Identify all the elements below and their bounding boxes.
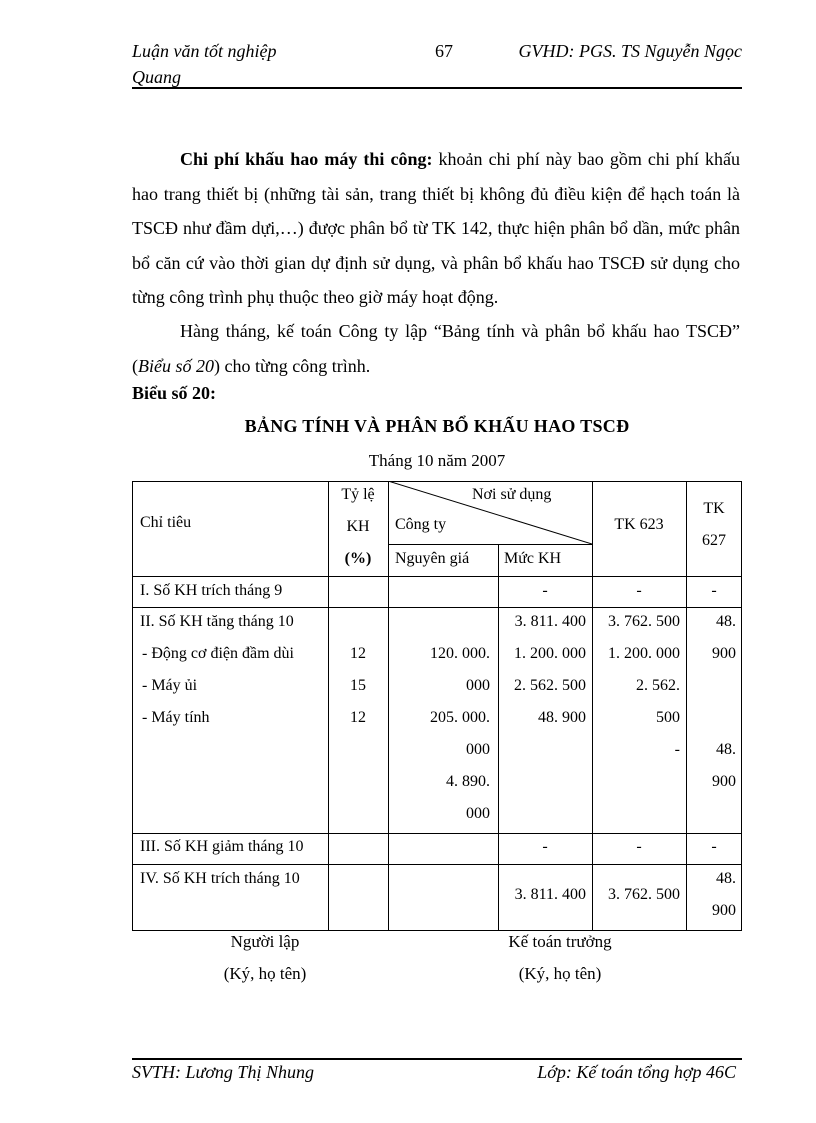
item-cost: 000 xyxy=(466,741,490,758)
item-depreciation: 2. 562. 500 xyxy=(514,677,586,694)
preparer-sign-note: (Ký, họ tên) xyxy=(223,964,307,983)
item-tk623: - xyxy=(674,741,680,758)
header-chi-tieu: Chỉ tiêu xyxy=(140,514,192,531)
row-tk627: - xyxy=(711,838,717,855)
row-tk623: - xyxy=(636,582,642,599)
header-muc-kh: Mức KH xyxy=(504,550,562,567)
paragraph-text: khoản chi phí này bao gồm chi phí khấu hao trang thiết bị (những tài sản, trang thiết bị không đủ điều kiện để hạch toán là TSCĐ như đầm dựi,…) được phân bổ từ TK 142, thực hiện phân bổ dần, mức phân bổ căn cứ vào thời gian dự định sử dụng, và phân bổ khấu hao TSCĐ sử dụng cho từng công trình phụ thuộc theo giờ máy hoạt động. xyxy=(132,149,740,307)
item-label: - Động cơ điện đầm dùi xyxy=(142,645,294,662)
item-cost: 000 xyxy=(466,677,490,694)
row-label: III. Số KH giảm tháng 10 xyxy=(140,838,304,855)
item-cost: 205. 000. xyxy=(430,709,490,726)
row-divider xyxy=(132,864,742,865)
item-depreciation: 3. 811. 400 xyxy=(514,613,586,630)
row-label: IV. Số KH trích tháng 10 xyxy=(140,870,300,887)
row-tk627: 48. xyxy=(716,870,736,887)
item-cost: 120. 000. xyxy=(430,645,490,662)
table-title: BẢNG TÍNH VÀ PHÂN BỔ KHẤU HAO TSCĐ xyxy=(244,416,630,436)
item-cost: 000 xyxy=(466,805,490,822)
header-advisor: GVHD: PGS. TS Nguyễn Ngọc xyxy=(518,41,742,61)
header-noi-su-dung: Nơi sử dụng xyxy=(472,486,552,503)
table-border-bottom xyxy=(132,930,742,931)
item-tk623: 3. 762. 500 xyxy=(608,613,680,630)
paragraph-text: Hàng tháng, kế toán Công ty lập “Bảng tính và phân bổ khấu hao TSCĐ” ( xyxy=(132,321,740,376)
header-divider xyxy=(132,87,742,89)
header-nguyen-gia: Nguyên giá xyxy=(395,550,470,567)
row-divider xyxy=(132,607,742,608)
row-tk623: - xyxy=(636,838,642,855)
item-tk627: 900 xyxy=(712,645,736,662)
row-divider xyxy=(132,576,742,577)
page-number: 67 xyxy=(435,41,453,61)
row-label: I. Số KH trích tháng 9 xyxy=(140,582,283,599)
item-tk623: 1. 200. 000 xyxy=(608,645,680,662)
paragraph-monthly xyxy=(132,314,740,383)
col-divider xyxy=(498,544,499,931)
item-depreciation: 1. 200. 000 xyxy=(514,645,586,662)
header-tk623: TK 623 xyxy=(614,516,664,533)
paragraph-text-end: ) cho từng công trình. xyxy=(214,355,371,376)
header-tk627-number: 627 xyxy=(702,532,726,549)
chief-accountant-sign-note: (Ký, họ tên) xyxy=(518,964,602,983)
footer-class: Lớp: Kế toán tổng hợp 46C xyxy=(537,1062,736,1082)
paragraph-heading: Chi phí khấu hao máy thi công: xyxy=(180,149,433,169)
row-divider xyxy=(132,833,742,834)
item-rate: 15 xyxy=(350,677,366,694)
item-tk627: 48. xyxy=(716,741,736,758)
row-tk627: - xyxy=(711,582,717,599)
row-label: II. Số KH tăng tháng 10 xyxy=(140,613,294,630)
item-tk623: 500 xyxy=(656,709,680,726)
header-cong-ty: Công ty xyxy=(395,516,447,533)
page-header xyxy=(132,38,742,88)
table-subtitle: Tháng 10 năm 2007 xyxy=(368,451,506,470)
chief-accountant-title: Kế toán trưởng xyxy=(508,932,612,951)
header-left xyxy=(132,38,277,90)
item-rate: 12 xyxy=(350,709,366,726)
footer-divider xyxy=(132,1058,742,1060)
table-label: Biểu số 20: xyxy=(132,383,217,403)
depreciation-table xyxy=(132,481,742,931)
header-thesis-label: Luận văn tốt nghiệp xyxy=(132,41,277,61)
header-ty-le: Tỷ lệ xyxy=(341,486,375,503)
row-muc-kh: 3. 811. 400 xyxy=(514,886,586,903)
item-depreciation: 48. 900 xyxy=(538,709,586,726)
row-tk627: 900 xyxy=(712,902,736,919)
item-tk627: 900 xyxy=(712,773,736,790)
paragraph-reference: Biểu số 20 xyxy=(138,355,214,376)
header-kh: KH xyxy=(346,518,370,535)
item-cost: 4. 890. xyxy=(446,773,490,790)
preparer-title: Người lập xyxy=(230,932,300,951)
row-muc-kh: - xyxy=(542,838,548,855)
item-rate: 12 xyxy=(350,645,366,662)
item-tk627: 48. xyxy=(716,613,736,630)
footer-student: SVTH: Lương Thị Nhung xyxy=(132,1062,314,1082)
item-tk623: 2. 562. xyxy=(636,677,680,694)
paragraph-depreciation xyxy=(132,142,740,315)
row-tk623: 3. 762. 500 xyxy=(608,886,680,903)
item-label: - Máy tính xyxy=(142,709,210,726)
header-tk627: TK xyxy=(703,500,725,517)
item-label: - Máy ủi xyxy=(142,677,198,694)
header-percent: (%) xyxy=(344,550,372,567)
header-author-name: Quang xyxy=(132,67,181,87)
row-muc-kh: - xyxy=(542,582,548,599)
